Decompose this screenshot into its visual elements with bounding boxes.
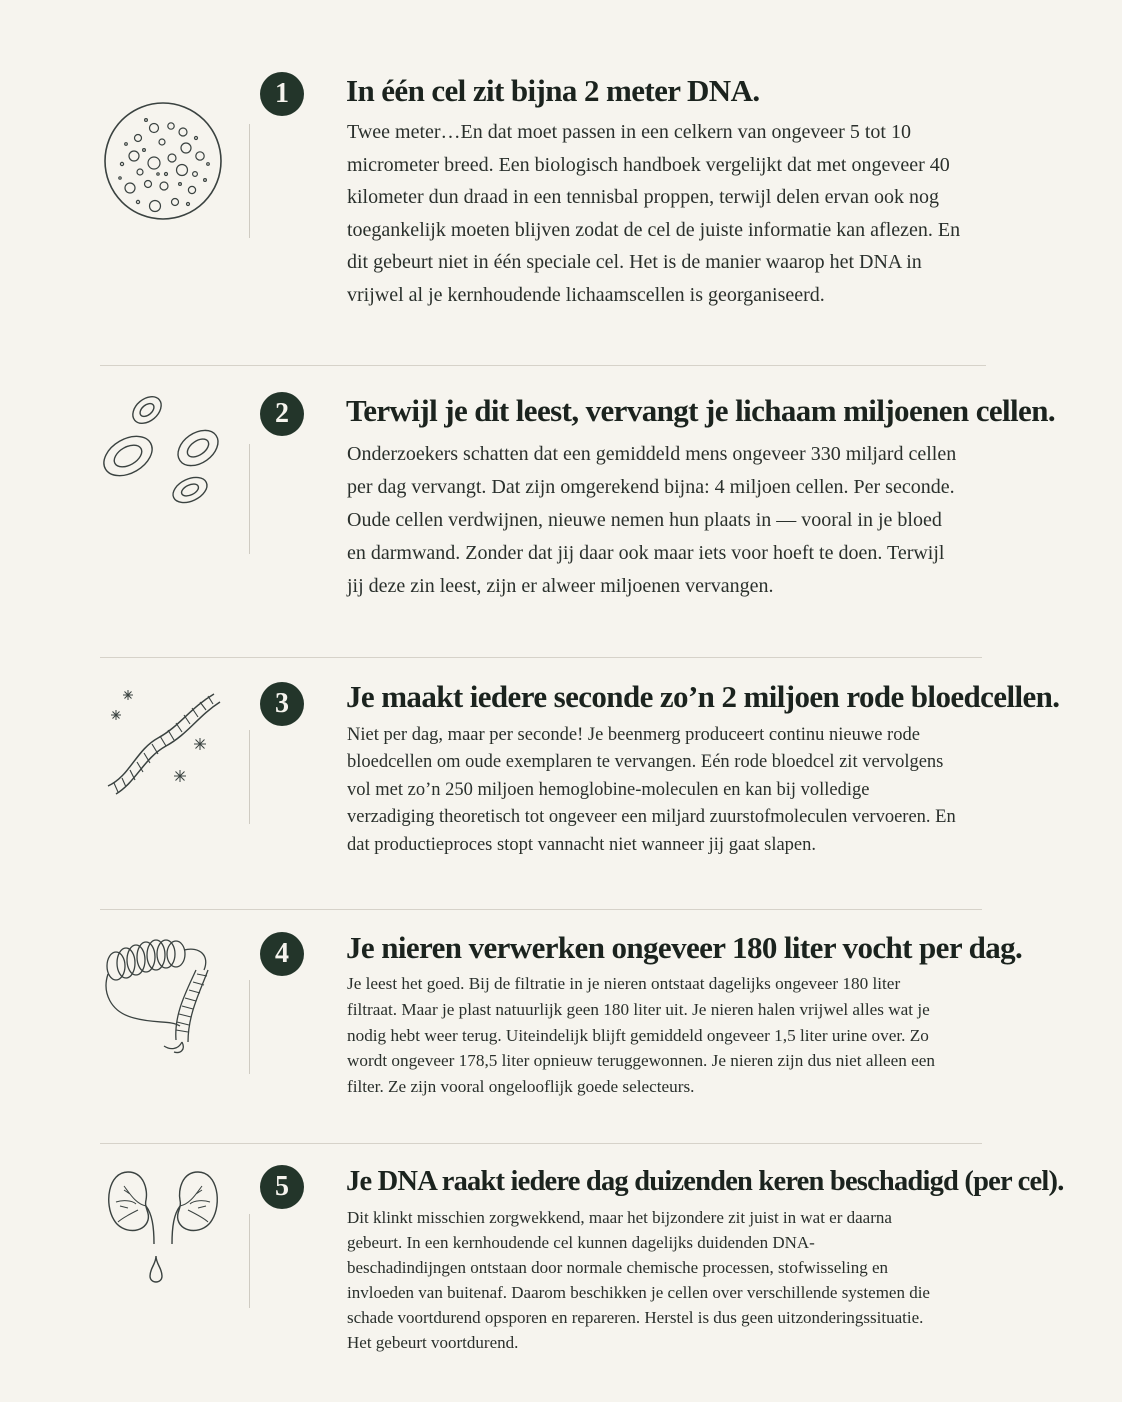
section-divider — [100, 909, 982, 910]
fact-body: Onderzoekers schatten dat een gemiddeld mens ongeveer 330 miljard cellen per dag vervangt. Dat zijn omgerekend bijna: 4 miljoen cellen. Per seconde. Oude cellen verdwijnen, nieuwe nemen hun plaats in — vooral in je bloed en darmwand. Zonder dat jij daar ook maar iets voor hoeft te doen. Terwijl jij deze zin leest, zijn er alweer miljoenen vervangen. — [347, 443, 957, 597]
vertical-divider — [249, 730, 250, 824]
dna-helix-sparkles-icon — [100, 680, 226, 806]
red-blood-cells-icon — [100, 393, 226, 519]
section-divider — [100, 1143, 982, 1144]
fact-title: Je maakt iedere seconde zo’n 2 miljoen rode bloedcellen. — [346, 679, 1060, 714]
section-divider — [100, 365, 986, 366]
fact-title: Je nieren verwerken ongeveer 180 liter vocht per dag. — [346, 930, 1023, 965]
section-divider — [100, 657, 982, 658]
kidneys-drop-icon — [100, 1164, 226, 1290]
vertical-divider — [249, 980, 250, 1074]
number-badge: 2 — [260, 392, 304, 436]
fact-body: Twee meter…En dat moet passen in een celkern van ongeveer 5 tot 10 micrometer breed. Een biologisch handboek vergelijkt dat met ongeveer 40 kilometer dun draad in een tennisbal proppen, terwijl delen ervan ook nog toegankelijk moeten blijven zodat de cel de juiste informatie kan aflezen. En dit gebeurt niet in één speciale cel. Het is de manier waarop het DNA in vrijwel al je kernhoudende lichaamscellen is georganiseerd. — [347, 121, 961, 306]
fact-body: Je leest het goed. Bij de filtratie in je nieren ontstaat dagelijks ongeveer 180 liter filtraat. Maar je plast natuurlijk geen 180 liter uit. Je nieren halen vrijwel alles wat je nodig hebt weer terug. Uiteindelijk blijft gemiddeld ongeveer 1,5 liter urine over. Zo wordt ongeveer 178,5 liter opnieuw teruggewonnen. Je nieren zijn dus niet alleen een filter. Ze zijn vooral ongelooflijk goede selecteurs. — [347, 974, 936, 1097]
fact-title: Terwijl je dit leest, vervangt je lichaam miljoenen cellen. — [346, 393, 1055, 428]
fact-body: Niet per dag, maar per seconde! Je beenmerg produceert continu nieuwe rode bloedcellen om oude exemplaren te vervangen. Eén rode bloedcel zit vervolgens vol met zo’n 250 miljoen hemoglobine-moleculen en kan bij volledige verzadiging theoretisch tot ongeveer een miljard zuurstofmoleculen vervoeren. En dat productieproces stopt vannacht niet wanneer jij gaat slapen. — [347, 725, 956, 855]
fact-title: In één cel zit bijna 2 meter DNA. — [346, 73, 760, 108]
fact-title: Je DNA raakt iedere dag duizenden keren beschadigd (per cel). — [346, 1166, 1064, 1197]
number-badge: 5 — [260, 1165, 304, 1209]
number-badge: 1 — [260, 72, 304, 116]
number-badge: 3 — [260, 682, 304, 726]
vertical-divider — [249, 1214, 250, 1308]
fact-body: Dit klinkt misschien zorgwekkend, maar het bijzondere zit juist in wat er daarna gebeurt. In een kernhoudende cel kunnen dagelijks duidenden DNA-beschadindijngen ontstaan door normale chemische processen, stofwisseling en invloeden van buitenaf. Daarom beschikken je cellen over verschillende systemen die schade voortdurend opsporen en repareren. Herstel is dus geen uitzonderingssituatie. Het gebeurt voortdurend. — [347, 1208, 930, 1352]
cell-nucleus-icon — [100, 98, 226, 224]
coiled-dna-icon — [100, 930, 226, 1056]
vertical-divider — [249, 444, 250, 554]
number-badge: 4 — [260, 932, 304, 976]
vertical-divider — [249, 124, 250, 238]
